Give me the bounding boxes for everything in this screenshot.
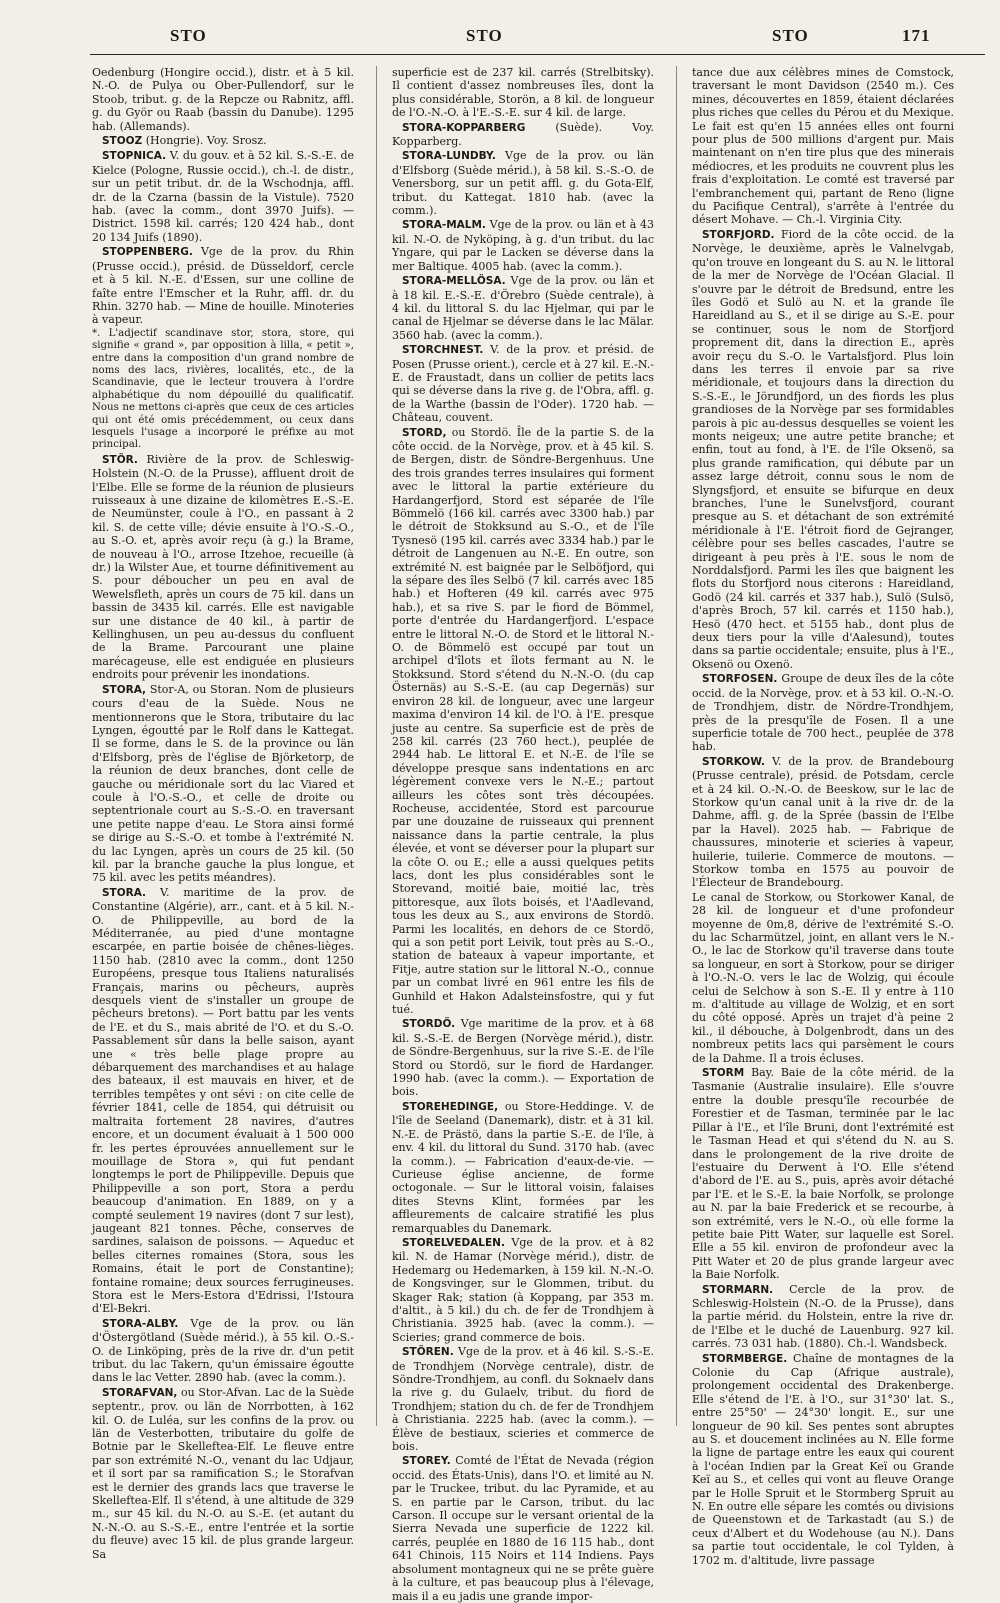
entry-headword: STORCHNEST. (402, 344, 484, 357)
entry-headword: STORA-LUNDBY. (402, 150, 496, 163)
column-divider (676, 66, 677, 1426)
dictionary-entry (92, 1386, 354, 1561)
running-head-center: STO (466, 26, 503, 45)
entry-body: superficie est de 237 kil. carrés (Strelbitsky). Il contient d'assez nombreuses îles, dont la plus considérable, Storön, a 8 kil. de longueur de l'O.-N.-O. à l'E.-S.-E. sur 4 kil. de large. (392, 66, 654, 120)
running-head-right: STO (772, 26, 809, 45)
running-head-left: STO (170, 26, 207, 45)
entry-headword: STÖREN. (402, 1346, 454, 1359)
entry-headword: STOREHEDINGE, (402, 1100, 499, 1113)
entry-headword: STORDÖ. (402, 1018, 456, 1031)
dictionary-entry (692, 66, 954, 227)
entry-headword: STORA, (102, 683, 147, 696)
dictionary-entry (92, 134, 354, 148)
dictionary-entry (692, 1283, 954, 1351)
entry-body: Fiord de la côte occid. de la Norvège, le deuxième, après le Valnelvgab, qu'on trouve en longeant du S. au N. le littoral de la mer de Norvège de l'Océan Glacial. Il s'ouvre par le détroit de Bredsund, entre les îles Godö et Sulö au N. et la grande île Hareidland au S., et il se dirige au S.-E. pour se continuer, sous le nom de Storfjord proprement dit, dans la direction E., après avoir reçu du S.-O. le Vartalsfjord. Plus loin dans les terres il envoie par sa rive méridionale, et toujours dans la direction du S.-S.-E., le Jörundfjord, un des fiords les plus grandioses de la Norvège par ses formidables parois à pic au-dessus desquelles se voient les monts neigeux; une autre petite branche; et enfin, tout au fond, à l'E. de l'île Oksenö, sa plus grande ramification, qui débute par un assez large détroit, connu sous le nom de Slyngsfjord, et ensuite se bifurque en deux branches, l'une le Sunelvsfjord, courant presque au S. et détachant de son extrémité méridionale à l'E. l'étroit fiord de Gejranger, célèbre pour ses belles cascades, l'autre se dirigeant à peu près à l'E. sous le nom de Norddalsfjord. Parmi les îles que baignent les flots du Storfjord nous citerons : Hareidland, Godö (24 kil. carrés et 337 hab.), Sulö (Sulsö, d'après Broch, 57 kil. carrés et 1150 hab.), Hesö (470 hect. et 5155 hab., dont plus de deux tiers pour la ville d'Aalesund), toutes dans sa partie occidentale; ensuite, plus à l'E., Oksenö ou Oxenö. (692, 227, 954, 671)
dictionary-entry (392, 426, 654, 1017)
entry-body: Vge maritime de la prov. et à 68 kil. S.-S.-E. de Bergen (Norvège mérid.), distr. de Söndre-Bergenhuus, sur la rive S.-E. de l'île Stord ou Stordö, sur le fiord de Hardanger. 1990 hab. (avec la comm.). — Exportation de bois. (392, 1017, 655, 1099)
entry-headword: STORA-KOPPARBERG (402, 121, 526, 134)
dictionary-entry (392, 1100, 654, 1235)
entry-body: ou Stor-Afvan. Lac de la Suède septentr., prov. ou län de Norrbotten, à 162 kil. O. de Luléa, sur les confins de la prov. ou län de Vesterbotten, tributaire du golfe de Botnie par le Skelleftea-Elf. Le fleuve entre par son extrémité N.-O., venant du lac Udjaur, et il sort par sa ramification S.; le Storafvan est le dernier des grands lacs que traverse le Skelleftea-Elf. Il s'étend, à une altitude de 329 m., sur 45 kil. du N.-O. au S.-E. (et autant du N.-N.-O. au S.-S.-E., entre l'entrée et la sortie du fleuve) avec 15 kil. de plus grande largeur. Sa (92, 1385, 354, 1561)
dictionary-entry (692, 672, 954, 753)
entry-body: Le canal de Storkow, ou Storkower Kanal, de 28 kil. de longueur et d'une profondeur moyenne de 0m,8, dérive de l'extrémité S.-O. du lac Scharmützel, joint, en allant vers le N.-O., le lac de Storkow qu'il traverse dans toute sa longueur, en sort à Storkow, pour se diriger à l'O.-N.-O. vers le lac de Wolzig, qui écoule celui de Selchow à son S.-E. Il y entre à 110 m. d'altitude au village de Wolzig, et en sort du côté opposé. Après un trajet d'à peine 2 kil., il débouche, à Dolgenbrodt, dans un des nombreux petits lacs qui parsèment le cours de la Dahme. Il a trois écluses. (692, 890, 954, 1065)
dictionary-entry (392, 343, 654, 424)
dictionary-entry (392, 1454, 654, 1602)
dictionary-entry (692, 1066, 954, 1282)
dictionary-entry (392, 149, 654, 217)
dictionary-entry (92, 1317, 354, 1385)
entry-body: V. de la prov. de Brandebourg (Prusse centrale), présid. de Potsdam, cercle et à 24 kil. O.-N.-O. de Beeskow, sur le lac de Storkow qu'un canal unit à la rive dr. de la Dahme, affl. g. de la Sprée (bassin de l'Elbe par la Havel). 2025 hab. — Fabrique de chaussures, minoterie et scieries à vapeur, huilerie, tuilerie. Commerce de moutons. — Storkow tomba en 1575 au pouvoir de l'Électeur de Brandebourg. (692, 754, 954, 890)
entry-body: Rivière de la prov. de Schleswig-Holstein (N.-O. de la Prusse), affluent droit de l'Elbe. Elle se forme de la réunion de plusieurs ruisseaux à une dizaine de kilomètres E.-S.-E. de Neumünster, coule à l'O., en passant à 2 kil. S. de cette ville; dévie ensuite à l'O.-S.-O., au S.-O. et, après avoir reçu (à g.) la Brame, de nouveau à l'O., arrose Itzehoe, recueille (à dr.) la Wilster Aue, et tourne définitivement au S. pour déboucher un peu en aval de Wewelsfleth, après un cours de 75 kil. dans un bassin de 3435 kil. carrés. Elle est navigable sur une distance de 40 kil., à partir de Kellinghusen, un peu au-dessus du confluent de la Brame. Parcourant une plaine marécageuse, elle est endiguée en plusieurs endroits pour prévenir les inondations. (92, 452, 354, 682)
dictionary-entry (92, 453, 354, 682)
dictionary-entry (92, 66, 354, 133)
dictionary-entry (392, 274, 654, 342)
entry-body: V. du gouv. et à 52 kil. S.-S.-E. de Kielce (Pologne, Russie occid.), ch.-l. de distr., sur un petit tribut. dr. de la Wschodnja, affl. dr. de la Czarna (bassin de la Vistule). 7520 hab. (avec la comm., dont 3970 Juifs). — District. 1598 kil. carrés; 120 424 hab., dont 20 134 Juifs (1890). (92, 149, 355, 244)
page-number: 171 (902, 26, 931, 45)
entry-body: V. de la prov. et présid. de Posen (Prusse orient.), cercle et à 27 kil. E.-N.-E. de Fraustadt, dans un collier de petits lacs qui se déverse dans la rive g. de l'Obra, affl. g. de la Warthe (bassin de l'Oder). 1720 hab. — Château, couvent. (392, 343, 654, 425)
dictionary-entry (392, 218, 654, 273)
entry-headword: STORMARN. (702, 1283, 774, 1296)
dictionary-entry (392, 121, 654, 149)
dictionary-entry (692, 755, 954, 890)
dictionary-entry (392, 66, 654, 120)
dictionary-entry (392, 1236, 654, 1344)
entry-headword: STORELVEDALEN. (402, 1236, 505, 1249)
entry-headword: STÖR. (102, 453, 138, 466)
entry-headword: STORKOW. (702, 755, 766, 768)
text-column-1 (92, 66, 355, 1561)
entry-headword: STORFJORD. (702, 228, 775, 241)
entry-body: Cercle de la prov. de Schleswig-Holstein (N.-O. de la Prusse), dans la partie mérid. du Holstein, entre la rive dr. de l'Elbe et le duché de Lauenburg. 927 kil. carrés. 73 031 hab. (1880). Ch.-l. Wandsbeck. (692, 1282, 954, 1351)
entry-body: tance due aux célèbres mines de Comstock, traversant le mont Davidson (2540 m.). Ces mines, découvertes en 1859, étaient déclarées plus riches que celles du Pérou et du Mexique. Le fait est qu'en 15 années elles ont fourni pour plus de 500 millions d'argent pur. Mais maintenant on n'en tire plus que des minerais médiocres, et les produits ne couvrent plus les frais d'exploitation. Le comté est traversé par l'embranchement qui, partant de Reno (ligne du Pacifique Central), s'arrête à l'entrée du désert Mohave. — Ch.-l. Virginia City. (692, 66, 954, 227)
text-column-2 (392, 66, 655, 1603)
entry-body: (Suède). Voy. Kopparberg. (392, 120, 654, 149)
entry-headword: STOPNICA. (102, 150, 167, 163)
entry-body: V. maritime de la prov. de Constantine (Algérie), arr., cant. et à 5 kil. N.-O. de Philippeville, au bord de la Méditerranée, au pied d'une montagne escarpée, en partie boisée de chênes-lièges. 1150 hab. (2810 avec la comm., dont 1250 Européens, presque tous Italiens naturalisés Français, marins ou pêcheurs, auprès desquels vient de s'installer un groupe de pêcheurs bretons). — Port battu par les vents de l'E. et du S., mais abrité de l'O. et du S.-O. Passablement sûr dans la belle saison, ayant une « très belle plage propre au débarquement des marchandises et au halage des bateaux, il est mauvais en hiver, et de terribles tempêtes y ont sévi : on cite celle de février 1841, celle de 1854, qui détruisit ou maltraita fortement 28 navires, d'autres encore, et un document évaluait à 1 500 000 fr. les pertes éprouvées annuellement sur le mouillage de Stora », qui fut pendant longtemps le port de Philippeville. Depuis que Philippeville a son port, Stora a perdu beaucoup d'animation. En 1889, on y a compté seulement 19 navires (dont 7 sur lest), jaugeant 821 tonnes. Pêche, conserves de sardines, salaison de poissons. — Aqueduc et belles citernes romaines (Stora, sous les Romains, était le port de Constantine); fontaine romaine; deux sources ferrugineuses. Stora est le Mers-Estora d'Edrissi, l'Istoura d'El-Bekri. (92, 885, 355, 1316)
entry-body: *. L'adjectif scandinave stor, stora, store, qui signifie « grand », par opposition à lilla, « petit », entre dans la composition d'un grand nombre de noms des lacs, rivières, localités, etc., de la Scandinavie, que le lecteur trouvera à l'ordre alphabétique du nom dépouillé du qualificatif. Nous ne mettons ci-après que ceux de ces articles qui ont été omis précédemment, ou ceux dans lesquels l'usage a incorporé le préfixe au mot principal. (92, 327, 354, 451)
entry-headword: STORFOSEN. (702, 673, 778, 686)
text-column-3 (692, 66, 955, 1567)
dictionary-entry (392, 1345, 654, 1453)
entry-body: ou Stordö. Île de la partie S. de la côte occid. de la Norvège, prov. et à 45 kil. S. de Bergen, distr. de Söndre-Bergenhuus. Une des trois grandes terres insulaires qui forment avec le littoral la partie extérieure du Hardangerfjord, Stord est séparée de l'île Bömmelö (166 kil. carrés avec 3300 hab.) par le détroit de Stokksund au S.-O., et de l'île Tysnesö (195 kil. carrés avec 3334 hab.) par le détroit de Langenuen au N.-E. En outre, son extrémité N. est baignée par le Selböfjord, qui la sépare des îles Selbö (7 kil. carrés avec 185 hab.) et Hofteren (49 kil. carrés avec 975 hab.), et sa rive S. par le fiord de Bömmel, porte d'entrée du Hardangerfjord. L'espace entre le littoral N.-O. de Stord et le littoral N.-O. de Bömmelö est occupé par tout un archipel d'îlots et îlots fermant au N. le Stokksund. Stord s'étend du N.-N.-O. (du cap Östernäs) au S.-S.-E. (au cap Degernäs) sur environ 28 kil. de longueur, avec une largeur maxima d'environ 14 kil. de l'O. à l'E. presque juste au centre. Sa superficie est de près de 258 kil. carrés (23 760 hect.), peuplée de 2944 hab. Le littoral E. et N.-E. de l'île se développe presque sans indentations en arc légèrement convexe vers le N.-E.; partout ailleurs les côtes sont très découpées. Rocheuse, accidentée, Stord est parcourue par une douzaine de ruisseaux qui prennent naissance dans la partie centrale, la plus élevée, et vont se déverser pour la plupart sur la côte O. ou E.; elle a aussi quelques petits lacs, dont les plus considérables sont le Storevand, moitié baie, moitié lac, très pittoresque, aux îlots boisés, et l'Aadlevand, tous les deux au S., aux environs de Stordö. Parmi les localités, en dehors de ce Stordö, qui a son petit port Leivik, tout près au S.-O., station de bateaux à vapeur importante, et Fitje, autre station sur le littoral N.-O., connue par un combat livré en 961 entre les fils de Gunhild et Hakon Adalsteinsfostre, qui y fut tué. (392, 425, 655, 1017)
dictionary-entry (92, 149, 354, 244)
dictionary-entry (692, 1352, 954, 1568)
entry-body: Stor-A, ou Storan. Nom de plusieurs cours d'eau de la Suède. Nous ne mentionnerons que le Stora, tributaire du lac Lyngen, égoutté par le Rolf dans le Kattegat. Il se forme, dans le S. de la province ou län d'Elfsborg, près de l'église de Björketorp, de la réunion de deux branches, dont celle de gauche ou méridionale sort du lac Viared et coule à l'O.-S.-O., et celle de droite ou septentrionale court au S.-S.-O. en traversant une petite nappe d'eau. Le Stora ainsi formé se dirige au S.-S.-O. et tombe à l'extrémité N. du lac Lyngen, après un cours de 25 kil. (50 kil. par la branche gauche la plus longue, et 75 kil. avec les petits méandres). (92, 682, 354, 885)
entry-headword: STORA. (102, 886, 147, 899)
dictionary-entry (92, 328, 354, 452)
entry-headword: STORA-ALBY. (102, 1317, 179, 1330)
dictionary-entry (392, 1017, 654, 1098)
entry-headword: STORA-MALM. (402, 219, 486, 232)
column-divider (376, 66, 377, 1426)
entry-headword: STORD, (402, 426, 447, 439)
dictionary-entry (692, 891, 954, 1065)
entry-headword: STORAFVAN, (102, 1386, 178, 1399)
header-rule (90, 54, 985, 55)
entry-headword: STORM (702, 1067, 745, 1080)
entry-headword: STOPPENBERG. (102, 246, 193, 259)
entry-body: Vge de la prov. ou län et à 43 kil. N.-O. de Nyköping, à g. d'un tribut. du lac Yngare, qui par le Lacken se déverse dans la mer Baltique. 4005 hab. (avec la comm.). (392, 218, 655, 273)
entry-body: Groupe de deux îles de la côte occid. de la Norvège, prov. et à 53 kil. O.-N.-O. de Trondhjem, distr. de Nördre-Trondhjem, près de la presqu'île de Fosen. Il a une superficie totale de 700 hect., peuplée de 378 hab. (692, 672, 954, 754)
entry-body: Oedenburg (Hongire occid.), distr. et à 5 kil. N.-O. de Pulya ou Ober-Pullendorf, sur le Stoob, tribut. g. de la Repcze ou Rabnitz, affl. g. du Györ ou Raab (bassin du Danube). 1295 hab. (Allemands). (92, 66, 354, 133)
entry-headword: STORMBERGE. (702, 1352, 788, 1365)
entry-body: Vge de la prov. du Rhin (Prusse occid.), présid. de Düsseldorf, cercle et à 5 kil. N.-E. d'Essen, sur une colline de faîte entre l'Emscher et la Ruhr, affl. dr. du Rhin. 3270 hab. — Mine de houille. Minoteries à vapeur. (92, 245, 355, 327)
dictionary-entry (92, 683, 354, 885)
entry-body: Vge de la prov. et à 46 kil. S.-S.-E. de Trondhjem (Norvège centrale), distr. de Söndre-Trondhjem, au confl. du Soknaelv dans la rive g. du Gulaelv, tribut. du fiord de Trondhjem; station du ch. de fer de Trondhjem à Christiania. 2225 hab. (avec la comm.). — Élève de bestiaux, scieries et commerce de bois. (392, 1345, 654, 1454)
entry-body: Vge de la prov. ou län d'Östergötland (Suède mérid.), à 55 kil. O.-S.-O. de Linköping, près de la rive dr. d'un petit tribut. du lac Takern, qu'un émissaire égoutte dans le lac Vetter. 2890 hab. (avec la comm.). (92, 1316, 354, 1385)
entry-headword: STORA-MELLÖSA. (402, 275, 506, 288)
entry-body: ou Store-Heddinge. V. de l'île de Seeland (Danemark), distr. et à 31 kil. N.-E. de Prästö, dans la partie S.-E. de l'île, à env. 4 kil. du littoral du Sund. 3170 hab. (avec la comm.). — Fabrication d'eaux-de-vie. — Curieuse église ancienne, de forme octogonale. — Sur le littoral voisin, falaises dites Stevns Klint, formées par les affleurements de calcaire stratifié les plus remarquables du Danemark. (392, 1099, 655, 1235)
dictionary-entry (692, 228, 954, 671)
entry-body: (Hongrie). Voy. Srosz. (145, 134, 267, 148)
entry-body: Chaîne de montagnes de la Colonie du Cap (Afrique australe), prolongement occidental des Drakenberge. Elle s'étend de l'E. à l'O., sur 31°30' lat. S., entre 25°50' — 24°30' longit. E., sur une longueur de 90 kil. Ses pentes sont abruptes au S. et doucement inclinées au N. Elle forme la ligne de partage entre les eaux qui courent à l'océan Indien par la Great Keï ou Grande Keï au S., et celles qui vont au fleuve Orange par le Holle Spruit et le Stormberg Spruit au N. En outre elle sépare les comtés ou divisions de Queenstown et de Tarkastadt (au S.) de ceux d'Albert et du Wodehouse (au N.). Dans sa partie tout occidentale, le col Tylden, à 1702 m. d'altitude, livre passage (692, 1351, 955, 1567)
entry-headword: STOOZ (102, 135, 143, 148)
entry-headword: STOREY. (402, 1455, 451, 1468)
entry-body: Comté de l'État de Nevada (région occid. des États-Unis), dans l'O. et limité au N. par le Truckee, tribut. du lac Pyramide, et au S. en partie par le Carson, tribut. du lac Carson. Il occupe sur le versant oriental de la Sierra Nevada une superficie de 1222 kil. carrés, peuplée en 1880 de 16 115 hab., dont 641 Chinois, 115 Noirs et 114 Indiens. Pays absolument montagneux qui ne se prête guère à la culture, et pas beaucoup plus à l'élevage, mais il a eu jadis une grande impor- (392, 1454, 655, 1603)
entry-body: Bay. Baie de la côte mérid. de la Tasmanie (Australie insulaire). Elle s'ouvre entre la double presqu'île recourbée de Forestier et de Tasman, terminée par le lac Pillar à l'E., et l'île Bruni, dont l'extrémité est le Tasman Head et qui s'étend du N. au S. dans le prolongement de la rive droite de l'estuaire du Derwent à l'O. Elle s'étend d'abord de l'E. au S., puis, après avoir détaché par l'E. et le S.-E. la baie Norfolk, se prolonge au N. par la baie Frederick et se recourbe, à son extrémité, vers le N.-O., où elle forme la petite baie Pitt Water, sur laquelle est Sorel. Elle a 55 kil. environ de profondeur avec la Pitt Water et 20 de plus grande largeur avec la Baie Norfolk. (692, 1066, 955, 1282)
entry-body: Vge de la prov. ou län et à 18 kil. E.-S.-E. d'Örebro (Suède centrale), à 4 kil. du littoral S. du lac Hjelmar, qui par le canal de Hjelmar se déverse dans le lac Mälar. 3560 hab. (avec la comm.). (392, 274, 654, 342)
entry-body: Vge de la prov. et à 82 kil. N. de Hamar (Norvège mérid.), distr. de Hedemarg ou Hedemarken, à 159 kil. N.-N.-O. de Kongsvinger, sur le Glommen, tribut. du Skager Rak; station (à Koppang, par 353 m. d'altit., à 5 kil.) du ch. de fer de Trondhjem à Christiania. 3925 hab. (avec la comm.). — Scieries; grand commerce de bois. (392, 1235, 654, 1344)
entry-body: Vge de la prov. ou län d'Elfsborg (Suède mérid.), à 58 kil. S.-S.-O. de Venersborg, sur un petit affl. g. du Gota-Elf, tribut. du Kattegat. 1810 hab. (avec la comm.). (392, 149, 654, 218)
dictionary-entry (92, 886, 354, 1316)
dictionary-entry (92, 245, 354, 326)
